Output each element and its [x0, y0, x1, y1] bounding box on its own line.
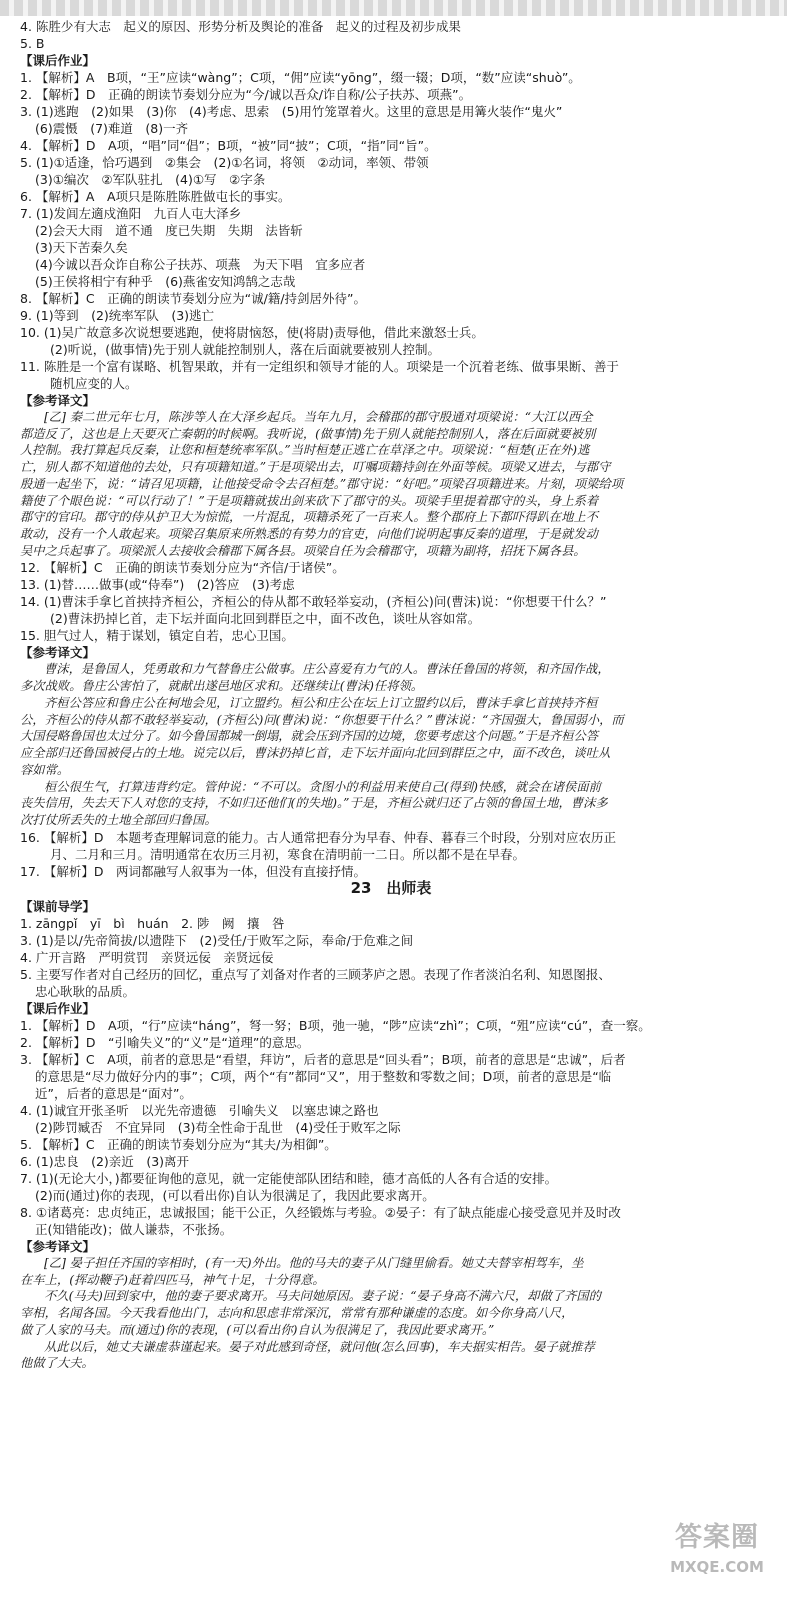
text-line: 4. (1)诚宜开张圣听 以光先帝遗德 引喻失义 以塞忠谏之路也 — [20, 1103, 379, 1119]
answers-block-22 — [20, 18, 762, 880]
text-line: 10. (1)吴广故意多次说想要逃跑，使将尉恼怒，使(将尉)责辱他，借此来激怒士兵。 — [20, 325, 484, 340]
text-line: 籍使了个眼色说：“可以行动了！”于是项籍就拔出剑来砍下了郡守的头。项梁手里提着郡守的头，身上系着 — [20, 493, 599, 508]
text-line: 忠心耿耿的品质。 — [35, 984, 136, 1000]
section-heading: 【参考译文】 — [20, 645, 96, 661]
text-line: 12. 【解析】C 正确的朗读节奏划分应为“齐信/于诸侯”。 — [20, 560, 345, 576]
section-heading: 【课前导学】 — [20, 899, 96, 915]
text-line: 多次战败。鲁庄公害怕了，就献出遂邑地区求和。还继续让(曹沫)任将领。 — [20, 679, 424, 694]
text-line: (2)陟罚臧否 不宜异同 (3)苟全性命于乱世 (4)受任于败军之际 — [35, 1120, 401, 1136]
text-line: 15. 胆气过人，精于谋划，镇定自若，忠心卫国。 — [20, 628, 294, 644]
text-line: 5. (1)①适逢，恰巧遇到 ②集会 (2)①名词，将领 ②动词，率领、带领 — [20, 155, 429, 170]
text-line: 9. (1)等到 (2)统率军队 (3)逃亡 — [20, 308, 215, 323]
text-line: 的意思是“尽力做好分内的事”；C项，两个“有”都同“又”，用于整数和零数之间；D项，前者的意思是“临 — [35, 1069, 612, 1085]
text-line: 殷通一起坐下，说：“请召见项籍，让他接受命令去召桓楚。”郡守说：“好吧。”项梁召项籍进来。片刻，项梁给项 — [20, 476, 624, 491]
text-line: 8. 【解析】C 正确的朗读节奏划分应为“诚/籍/持剑居外待”。 — [20, 291, 367, 306]
text-line: 13. (1)替……做事(或“侍奉”) (2)答应 (3)考虑 — [20, 577, 295, 593]
section-heading: 【课后作业】 — [20, 53, 96, 68]
text-line: 正(知错能改)；做人谦恭，不张扬。 — [35, 1222, 233, 1238]
answers-block-23 — [20, 898, 762, 1372]
text-line: [乙] 晏子担任齐国的宰相时，(有一天)外出。他的马夫的妻子从门缝里偷看。她丈夫替宰相驾车，坐 — [44, 1256, 584, 1271]
text-line: [乙] 秦二世元年七月，陈涉等人在大泽乡起兵。当年九月，会稽郡的郡守殷通对项梁说：“大江以西全 — [44, 410, 593, 424]
text-line: 3. (1)逃跑 (2)如果 (3)你 (4)考虑、思索 (5)用竹笼罩着火。这里的意思是用篝火装作“鬼火” — [20, 104, 563, 119]
section-title: 23 出师表 — [350, 878, 432, 897]
text-line: 2. 【解析】D “引喻失义”的“义”是“道理”的意思。 — [20, 1035, 310, 1051]
text-line: (2)曹沫扔掉匕首，走下坛并面向北回到群臣之中，面不改色，谈吐从容如常。 — [50, 611, 481, 627]
text-line: 吴中之兵起事了。项梁派人去接收会稽郡下属各县。项梁自任为会稽郡守，项籍为副将，招抚下属各县。 — [20, 543, 586, 558]
section-heading: 【参考译文】 — [20, 393, 96, 408]
text-line: 他做了大夫。 — [20, 1356, 94, 1371]
text-line: (2)听说，(做事情)先于别人就能控制别人，落在后面就要被别人控制。 — [50, 342, 440, 357]
watermark-top-text: 答案圈 — [675, 1522, 759, 1553]
text-line: 7. (1)(无论大小，)都要征询他的意见，就一定能使部队团结和睦，德才高低的人各有合适的安排。 — [20, 1171, 558, 1187]
text-line: 5. 【解析】C 正确的朗读节奏划分应为“其夫/为相御”。 — [20, 1137, 337, 1153]
text-line: 3. 【解析】C A项，前者的意思是“看望，拜访”，后者的意思是“回头看”；B项，前者的意思是“忠诚”，后者 — [20, 1052, 626, 1068]
text-line: 不久(马夫)回到家中，他的妻子要求离开。马夫问她原因。妻子说：“晏子身高不满六尺，却做了齐国的 — [44, 1289, 601, 1304]
text-line: 5. B — [20, 36, 45, 51]
text-line: 从此以后，她丈夫谦虚恭谨起来。晏子对此感到奇怪，就问他(怎么回事)，车夫据实相告。晏子就推荐 — [44, 1339, 595, 1354]
text-line: 大国侵略鲁国也太过分了。如今鲁国都城一倒塌，就会压到齐国的边境，您要考虑这个问题。”于是齐桓公答 — [20, 729, 599, 744]
text-line: 在车上，(挥动鞭子)赶着四匹马，神气十足，十分得意。 — [20, 1272, 325, 1287]
text-line: 1. zāngpǐ yī bì huán 2. 陟 阙 攘 咎 — [20, 916, 285, 932]
watermark-logo — [657, 1520, 777, 1592]
text-line: 8. ①诸葛亮：忠贞纯正，忠诚报国；能干公正，久经锻炼与考验。②晏子：有了缺点能虚心接受意见并及时改 — [20, 1205, 621, 1221]
text-line: 4. 陈胜少有大志 起义的原因、形势分析及舆论的准备 起义的过程及初步成果 — [20, 19, 461, 34]
text-line: 敢动，没有一个人敢起来。项梁召集原来所熟悉的有势力的官吏，向他们说明起事反秦的道理，于是就发动 — [20, 527, 598, 542]
text-line: 人控制。我打算起兵反秦，让您和桓楚统率军队。”当时桓楚正逃亡在草泽之中。项梁说：“桓楚(正在外)逃 — [20, 443, 590, 458]
text-line: (5)王侯将相宁有种乎 (6)燕雀安知鸿鹄之志哉 — [35, 274, 296, 289]
text-line: 近”，后者的意思是“面对”。 — [35, 1086, 192, 1102]
text-line: (2)会天大雨 道不通 度已失期 失期 法皆斩 — [35, 223, 303, 238]
text-line: 齐桓公答应和鲁庄公在柯地会见，订立盟约。桓公和庄公在坛上订立盟约以后，曹沫手拿匕首挟持齐桓 — [44, 695, 598, 710]
text-line: 6. 【解析】A A项只是陈胜陈胜做屯长的事实。 — [20, 189, 291, 204]
text-line: 桓公很生气，打算违背约定。管仲说：“不可以。贪图小的利益用来使自己(得到)快感，就会在诸侯面前 — [44, 779, 601, 794]
text-line: 4. 广开言路 严明赏罚 亲贤远佞 亲贤远佞 — [20, 950, 274, 966]
text-line: 郡守的官印。郡守的侍从护卫大为惊慌，一片混乱，项籍杀死了一百来人。整个郡府上下都吓得趴在地上不 — [20, 510, 598, 525]
text-line: 月、二月和三月。清明通常在农历三月初，寒食在清明前一二日。所以都不是在早春。 — [50, 846, 526, 862]
text-line: 丧失信用，失去天下人对您的支持，不如归还他们(的失地)。”于是，齐桓公就归还了占领的鲁国土地，曹沫多 — [20, 796, 608, 811]
text-line: (3)①编次 ②军队驻扎 (4)①写 ②字条 — [35, 172, 266, 187]
text-line: (3)天下苦秦久矣 — [35, 240, 128, 255]
text-line: (4)今诚以吾众诈自称公子扶苏、项燕 为天下唱 宜多应者 — [35, 257, 366, 272]
section-heading: 【参考译文】 — [20, 1239, 96, 1255]
text-line: (6)震慑 (7)难道 (8)一齐 — [35, 121, 189, 136]
page-content — [20, 18, 762, 1372]
text-line: 亡，别人都不知道他的去处，只有项籍知道。”于是项梁出去，叮嘱项籍持剑在外面等候。项梁又进去，与郡守 — [20, 460, 611, 475]
cropped-header-band — [0, 0, 787, 16]
text-line: 随机应变的人。 — [50, 376, 138, 391]
text-line: 都造反了，这也是上天要灭亡秦朝的时候啊。我听说，(做事情)先于别人就能控制别人，落在后面就要被别 — [20, 426, 596, 441]
text-line: 曹沫，是鲁国人，凭勇敢和力气替鲁庄公做事。庄公喜爱有力气的人。曹沫任鲁国的将领，和齐国作战， — [44, 662, 610, 677]
text-line: 宰相，名闻各国。今天我看他出门，志向和思虑非常深沉，常常有那种谦虚的态度。如今你身高八尺， — [20, 1306, 574, 1321]
text-line: 16. 【解析】D 本题考查理解词意的能力。古人通常把春分为早春、仲春、暮春三个时段，分别对应农历正 — [20, 829, 616, 845]
section-heading: 【课后作业】 — [20, 1001, 96, 1017]
text-line: 1. 【解析】D A项，“行”应读“háng”，弩一努；B项，弛一驰，“陟”应读“zhì”；C项，“殂”应读“cú”，查一察。 — [20, 1018, 651, 1034]
text-line: (2)而(通过)你的表现，(可以看出你)自认为很满足了，我因此要求离开。 — [35, 1188, 435, 1204]
text-line: 7. (1)发闾左適戍渔阳 九百人屯大泽乡 — [20, 206, 242, 221]
text-line: 5. 主要写作者对自己经历的回忆，重点写了刘备对作者的三顾茅庐之恩。表现了作者淡泊名利、知恩图报、 — [20, 967, 611, 983]
text-line: 2. 【解析】D 正确的朗读节奏划分应为“今/诚以吾众/诈自称/公子扶苏、项燕”。 — [20, 87, 472, 102]
text-line: 3. (1)是以/先帝简拔/以遗陛下 (2)受任/于败军之际，奉命/于危难之间 — [20, 933, 414, 949]
text-line: 14. (1)曹沫手拿匕首挟持齐桓公，齐桓公的侍从都不敢轻举妄动，(齐桓公)问(曹沫)说：“你想要干什么？” — [20, 594, 607, 610]
text-line: 容如常。 — [20, 762, 70, 777]
text-line: 应全部归还鲁国被侵占的土地。说完以后，曹沫扔掉匕首，走下坛并面向北回到群臣之中，面不改色，谈吐从 — [20, 746, 611, 761]
text-line: 17. 【解析】D 两词都融写人叙事为一体，但没有直接抒情。 — [20, 863, 366, 879]
text-line: 公，齐桓公的侍从都不敢轻举妄动，(齐桓公)问(曹沫)说：“你想要干什么？”曹沫说：“齐国强大，鲁国弱小，而 — [20, 712, 624, 727]
watermark-bottom-text: MXQE.COM — [670, 1557, 764, 1576]
text-line: 1. 【解析】A B项，“王”应读“wàng”；C项，“佣”应读“yōng”，缀一辍；D项，“数”应读“shuò”。 — [20, 70, 581, 85]
text-line: 4. 【解析】D A项，“唱”同“倡”；B项，“被”同“披”；C项，“指”同“旨”。 — [20, 138, 437, 153]
text-line: 11. 陈胜是一个富有谋略、机智果敢，并有一定组织和领导才能的人。项梁是一个沉着老练、做事果断、善于 — [20, 359, 619, 374]
text-line: 6. (1)忠良 (2)亲近 (3)离开 — [20, 1154, 190, 1170]
text-line: 次打仗所丢失的土地全部回归鲁国。 — [20, 812, 217, 827]
text-line: 做了人家的马夫。而(通过)你的表现，(可以看出你)自认为很满足了，我因此要求离开。” — [20, 1322, 495, 1337]
